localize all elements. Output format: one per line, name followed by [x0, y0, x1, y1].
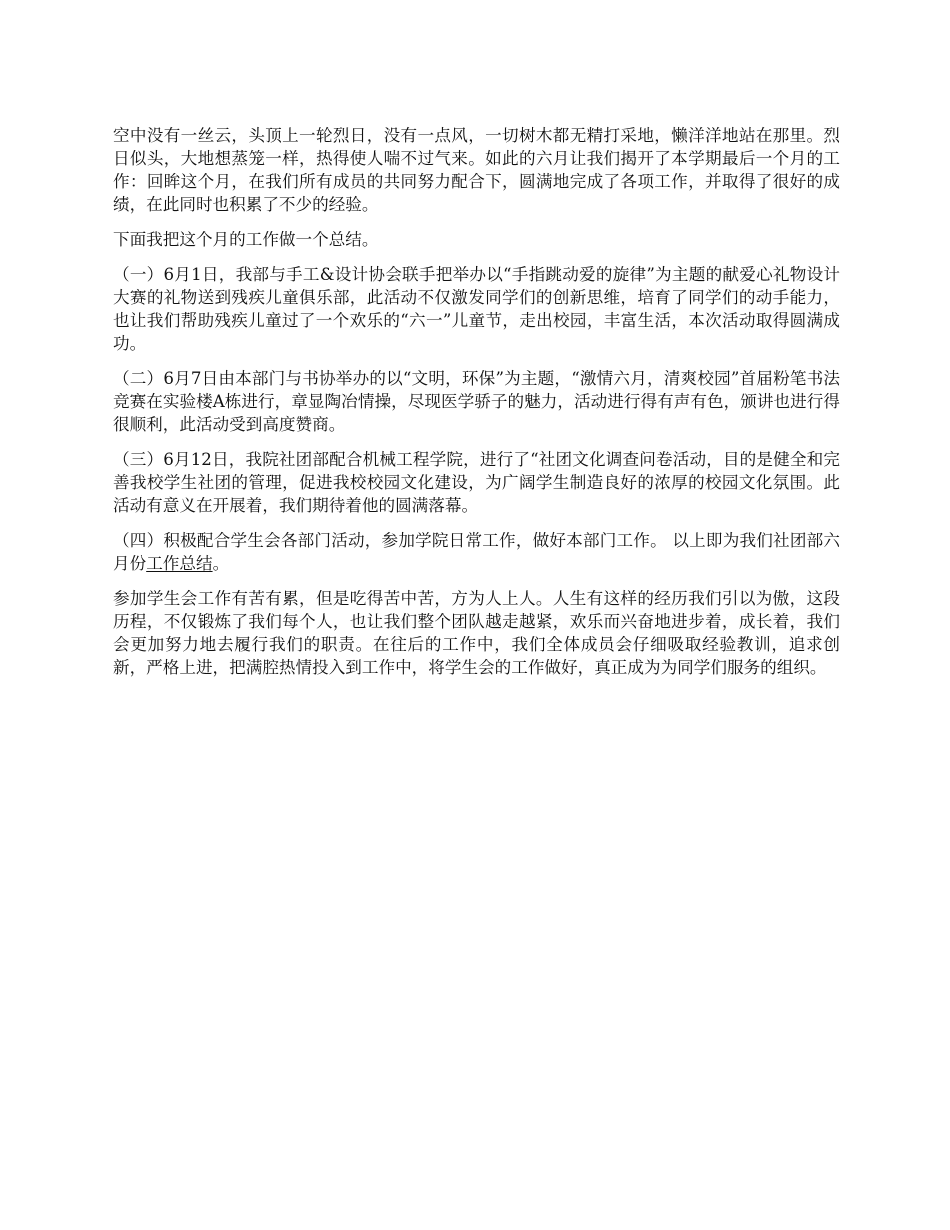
summary-lead-paragraph: 下面我把这个月的工作做一个总结。 [113, 230, 379, 249]
closing-paragraph: 参加学生会工作有苦有累，但是吃得苦中苦，方为人上人。人生有这样的经历我们引以为傲，这段历程，不仅锻炼了我们每个人，也让我们整个团队越走越紧，欢乐而兴奋地进步着，成长着，我们会更加努力地去履行我们的职责。在往后的工作中，我们全体成员会仔细吸取经验教训，追求创新，严格上进，把满腔热情投入到工作中，将学生会的工作做好，真正成为为同学们服务的组织。 [113, 589, 840, 677]
intro-paragraph: 空中没有一丝云，头顶上一轮烈日，没有一点风，一切树木都无精打采地，懒洋洋地站在那里。烈日似头，大地想蒸笼一样，热得使人喘不过气来。如此的六月让我们揭开了本学期最后一个月的工作：回眸这个月，在我们所有成员的共同努力配合下，圆满地完成了各项工作，并取得了很好的成绩，在此同时也积累了不少的经验。 [113, 126, 840, 214]
item-four-end: 。 [212, 554, 230, 573]
work-summary-link[interactable]: 工作总结 [146, 554, 213, 573]
item-three-paragraph: （三）6月12日，我院社团部配合机械工程学院，进行了“社团文化调查问卷活动，目的是健全和完善我校学生社团的管理，促进我校校园文化建设，为广阔学生制造良好的浓厚的校园文化氛围。此活动有意义在开展着，我们期待着他的圆满落幕。 [113, 450, 840, 515]
item-four-paragraph [113, 529, 840, 575]
item-two-paragraph: （二）6月7日由本部门与书协举办的以“文明，环保”为主题，“激情六月，清爽校园”首届粉笔书法竞赛在实验楼A栋进行，章显陶冶情操，尽现医学骄子的魅力，活动进行得有声有色，颁讲也进行得很顺利，此活动受到高度赞商。 [113, 369, 840, 434]
item-four-text: （四）积极配合学生会各部门活动，参加学院日常工作，做好本部门工作。 以上即为我们社团部六月份 [113, 531, 840, 573]
document-page [113, 124, 840, 691]
item-one-paragraph: （一）6月1日，我部与手工&设计协会联手把举办以“手指跳动爱的旋律”为主题的献爱心礼物设计大赛的礼物送到残疾儿童俱乐部，此活动不仅激发同学们的创新思维，培育了同学们的动手能力，也让我们帮助残疾儿童过了一个欢乐的“六一”儿童节，走出校园，丰富生活，本次活动取得圆满成功。 [113, 265, 840, 353]
